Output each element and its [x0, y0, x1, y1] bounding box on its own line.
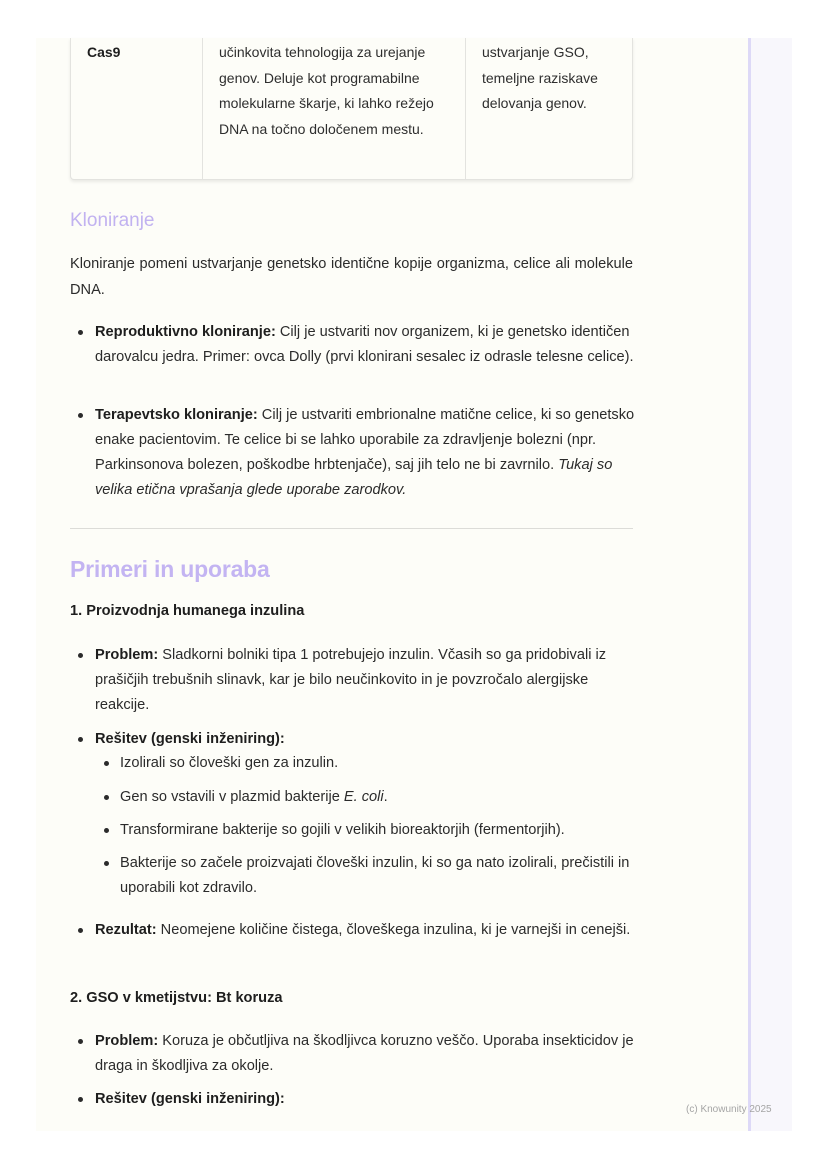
example1-result [95, 918, 635, 943]
kloniranje-intro: Kloniranje pomeni ustvarjanje genetsko identične kopije organizma, celice ali molekule DNA. [70, 256, 633, 298]
table-cell-use [466, 38, 634, 179]
example2-problem [95, 1029, 635, 1079]
example1-step-4: Bakterije so začele proizvajati človeški inzulin, ki so ga nato izolirali, prečistili in uporabili kot zdravilo. [120, 851, 635, 901]
example1-title: 1. Proizvodnja humanega inzulina [70, 603, 305, 619]
table-cell-description-text: učinkovita tehnologija za urejanje genov. Deluje kot programabilne molekularne škarje, ki lahko režejo DNA na točno določenem mestu. [219, 44, 434, 137]
scrollbar-track[interactable] [748, 38, 792, 1131]
example1-step-3: Transformirane bakterije so gojili v velikih bioreaktorjih (fermentorjih). [120, 818, 635, 843]
table-cell-use-text: ustvarjanje GSO, temeljne raziskave delovanja genov. [482, 44, 598, 111]
section-divider [70, 528, 633, 529]
term-reproduktivno: Reproduktivno kloniranje: [95, 324, 276, 340]
copyright-footer: (c) Knowunity 2025 [686, 1104, 772, 1115]
example1-step-2-end: . [383, 789, 388, 805]
example1-result-term: Rezultat: [95, 922, 157, 938]
list-item-reproduktivno [95, 320, 635, 370]
example1-step-1: Izolirali so človeški gen za inzulin. [120, 751, 635, 776]
table-cell-tool-text: Cas9 [87, 44, 121, 60]
example1-solution [95, 727, 635, 752]
primeri-heading: Primeri in uporaba [70, 556, 270, 582]
document-page [36, 38, 748, 1131]
example2-title: 2. GSO v kmetijstvu: Bt koruza [70, 990, 283, 1006]
ethics-note: Tukaj so velika etična vprašanja glede uporabe zarodkov. [95, 457, 613, 498]
table-cell-description [203, 38, 466, 179]
example1-problem [95, 643, 635, 718]
example2-solution-term: Rešitev (genski inženiring): [95, 1091, 285, 1107]
example1-result-text: Neomejene količine čistega, človeškega inzulina, ki je varnejši in cenejši. [156, 922, 631, 938]
example1-step-2-italic: E. coli [343, 789, 384, 805]
genetic-tools-table-fragment [70, 38, 633, 180]
example1-solution-term: Rešitev (genski inženiring): [95, 731, 285, 747]
example2-problem-term: Problem: [95, 1033, 159, 1049]
list-item-terapevtsko [95, 403, 635, 503]
example1-step-2 [120, 785, 635, 810]
example1-step-2-text: Gen so vstavili v plazmid bakterije [120, 789, 344, 805]
table-cell-tool [71, 38, 203, 179]
term-terapevtsko: Terapevtsko kloniranje: [95, 407, 258, 423]
example1-problem-term: Problem: [95, 647, 159, 663]
example2-problem-text: Koruza je občutljiva na škodljivca koruzno veščo. Uporaba insekticidov je draga in škodljiva za okolje. [95, 1033, 634, 1074]
text-reproduktivno: Cilj je ustvariti nov organizem, ki je genetsko identičen darovalcu jedra. Primer: ovca Dolly (prvi klonirani sesalec iz odrasle telesne celice). [95, 324, 634, 365]
example1-problem-text: Sladkorni bolniki tipa 1 potrebujejo inzulin. Včasih so ga pridobivali iz prašičjih trebušnih slinavk, kar je bilo neučinkovito in je povzročalo alergijske reakcije. [95, 647, 607, 713]
kloniranje-heading: Kloniranje [70, 210, 155, 231]
text-terapevtsko: Cilj je ustvariti embrionalne matične celice, ki so genetsko enake pacientovim. Te celice bi se lahko uporabile za zdravljenje bolezni (npr. Parkinsonova bolezen, poškodbe hrbtenjače), saj jih telo ne bi zavrnilo. [95, 407, 635, 473]
example2-solution [95, 1087, 635, 1112]
